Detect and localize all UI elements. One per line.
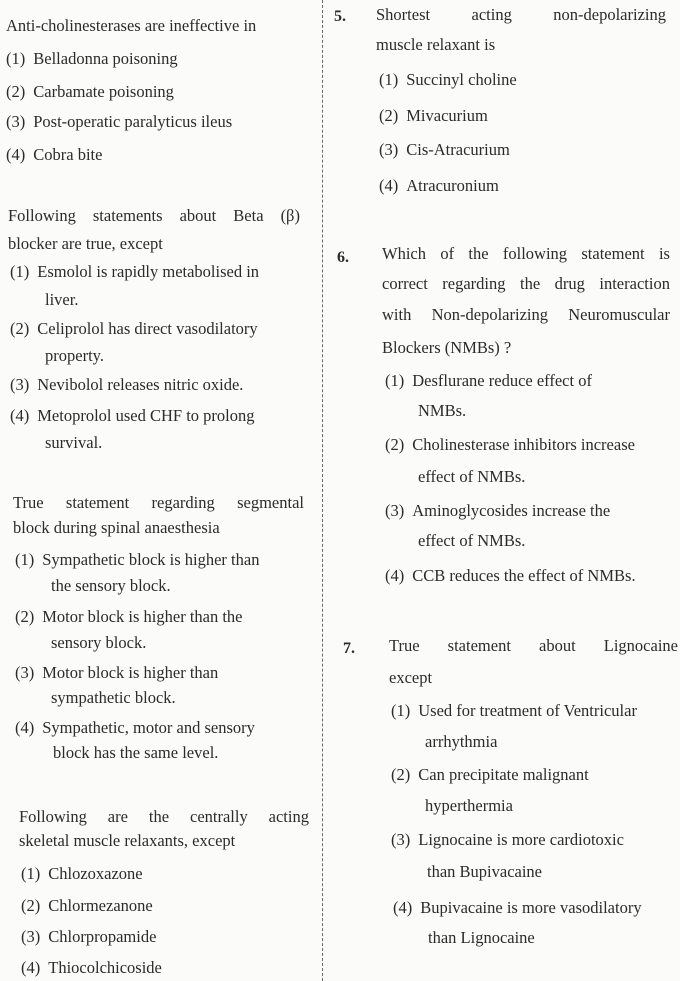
q4-option-2: (2) Chlormezanone — [21, 896, 153, 915]
q7-option-4: (4) Bupivacaine is more vasodilatory — [393, 898, 642, 917]
q3-option-4-line-2: block has the same level. — [53, 743, 219, 762]
q4-option-3: (3) Chlorpropamide — [21, 927, 157, 946]
q6-stem-line-1: Which of the following statement is — [382, 244, 670, 263]
q6-stem-line-2: correct regarding the drug interaction — [382, 274, 670, 293]
q3-option-3-line-2: sympathetic block. — [51, 688, 176, 707]
q6-option-3-line-2: effect of NMBs. — [418, 531, 526, 550]
q7-number: 7. — [343, 640, 355, 657]
q5-option-2: (2) Mivacurium — [379, 106, 488, 125]
q2-option-2-line-2: property. — [45, 346, 104, 365]
q6-option-2-line-2: effect of NMBs. — [418, 467, 526, 486]
q7-stem-line-1: True statement about Lignocaine — [389, 636, 678, 655]
q5-option-4: (4) Atracuronium — [379, 176, 499, 195]
q2-option-2: (2) Celiprolol has direct vasodilatory — [10, 319, 258, 338]
q1-option-1: (1) Belladonna poisoning — [6, 49, 178, 68]
q3-option-2-line-2: sensory block. — [51, 633, 147, 652]
q3-option-1-line-2: the sensory block. — [51, 576, 171, 595]
q7-option-3-line-2: than Bupivacaine — [427, 862, 543, 881]
q7-option-4-line-2: than Lignocaine — [428, 928, 535, 947]
q7-option-3: (3) Lignocaine is more cardiotoxic — [391, 830, 624, 849]
q7-option-2-line-2: hyperthermia — [425, 796, 513, 815]
q2-stem-line-1: Following statements about Beta (β) — [8, 206, 300, 225]
q6-option-2: (2) Cholinesterase inhibitors increase — [385, 435, 635, 454]
q2-option-4-line-2: survival. — [45, 433, 103, 452]
q2-stem-line-2: blocker are true, except — [8, 234, 163, 253]
q6-stem-line-3: with Non-depolarizing Neuromuscular — [382, 305, 670, 324]
q4-stem-line-1: Following are the centrally acting — [19, 807, 309, 826]
q5-option-3: (3) Cis-Atracurium — [379, 140, 510, 159]
q3-option-4: (4) Sympathetic, motor and sensory — [15, 718, 255, 737]
q6-option-1: (1) Desflurane reduce effect of — [385, 371, 592, 390]
q5-stem-line-2: muscle relaxant is — [376, 35, 496, 54]
column-divider — [322, 0, 323, 981]
q1-stem-line-1: Anti-cholinesterases are ineffective in — [6, 16, 257, 35]
q5-stem-line-1: Shortest acting non-depolarizing — [376, 5, 666, 24]
q2-option-1-line-2: liver. — [45, 290, 79, 309]
q6-option-1-line-2: NMBs. — [418, 401, 467, 420]
q5-number: 5. — [334, 8, 346, 25]
q4-stem-line-2: skeletal muscle relaxants, except — [19, 831, 236, 850]
q3-option-3: (3) Motor block is higher than — [15, 663, 219, 682]
q1-option-3: (3) Post-operatic paralyticus ileus — [6, 112, 233, 131]
q7-stem-line-2: except — [389, 668, 433, 687]
q5-option-1: (1) Succinyl choline — [379, 70, 517, 89]
q2-option-4: (4) Metoprolol used CHF to prolong — [10, 406, 255, 425]
q6-number: 6. — [337, 249, 349, 266]
q1-option-2: (2) Carbamate poisoning — [6, 82, 174, 101]
q2-option-3: (3) Nevibolol releases nitric oxide. — [10, 375, 244, 394]
q1-option-4: (4) Cobra bite — [6, 145, 103, 164]
q7-option-2: (2) Can precipitate malignant — [391, 765, 589, 784]
q3-stem-line-2: block during spinal anaesthesia — [13, 518, 220, 537]
q2-option-1: (1) Esmolol is rapidly metabolised in — [10, 262, 260, 281]
q3-option-2: (2) Motor block is higher than the — [15, 607, 243, 626]
q6-option-3: (3) Aminoglycosides increase the — [385, 501, 611, 520]
q7-option-1-line-2: arrhythmia — [425, 732, 498, 751]
q3-option-1: (1) Sympathetic block is higher than — [15, 550, 260, 569]
q7-option-1: (1) Used for treatment of Ventricular — [391, 701, 637, 720]
q6-stem-line-4: Blockers (NMBs) ? — [382, 338, 512, 357]
q4-option-1: (1) Chlozoxazone — [21, 864, 143, 883]
q6-option-4: (4) CCB reduces the effect of NMBs. — [385, 566, 636, 585]
q4-option-4: (4) Thiocolchicoside — [21, 958, 162, 977]
q3-stem-line-1: True statement regarding segmental — [13, 493, 304, 512]
